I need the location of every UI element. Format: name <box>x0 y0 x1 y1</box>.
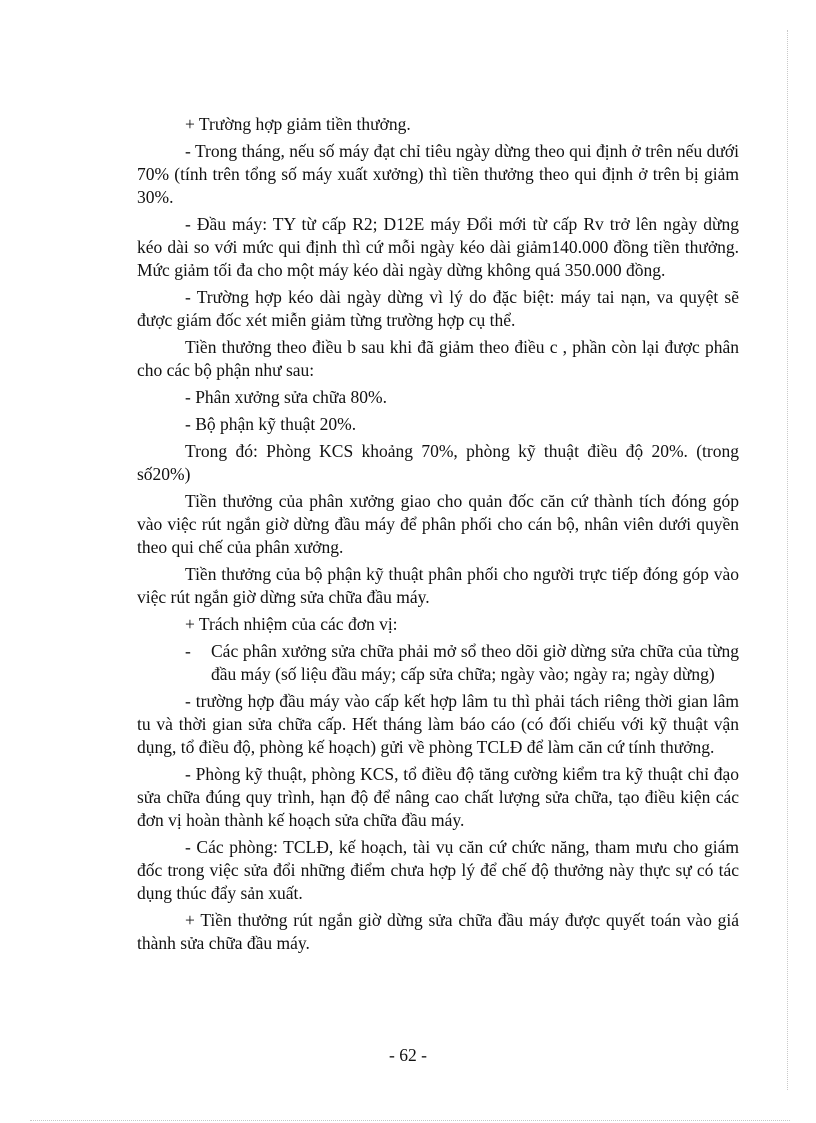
heading-reduction-cases: + Trường hợp giảm tiền thưởng. <box>185 114 411 134</box>
heading-responsibilities: + Trách nhiệm của các đơn vị: <box>185 614 398 634</box>
page-border-bottom <box>30 1120 790 1121</box>
page-number: - 62 - <box>389 1045 427 1065</box>
paragraph-locomotive-reduction: - Đầu máy: TY từ cấp R2; D12E máy Đổi mới từ cấp Rv trở lên ngày dừng kéo dài so với mức qui định thì cứ mỗi ngày kéo dài giảm140.000 đồng tiền thưởng. Mức giảm tối đa cho một máy kéo dài ngày dừng không quá 350.000 đồng. <box>137 214 739 280</box>
paragraph-monthly-reduction: - Trong tháng, nếu số máy đạt chỉ tiêu ngày dừng theo qui định ở trên nếu dưới 70% (tính trên tổng số máy xuất xưởng) thì tiền thưởng theo qui định ở trên bị giảm 30%. <box>137 141 739 207</box>
page-border-right <box>787 30 788 1090</box>
paragraph-workshop-bonus: Tiền thưởng của phân xưởng giao cho quản đốc căn cứ thành tích đóng góp vào việc rút ngắn giờ dừng đầu máy để phân phối cho cán bộ, nhân viên dưới quyền theo qui chế của phân xưởng. <box>137 491 739 557</box>
paragraph-settlement: + Tiền thưởng rút ngắn giờ dừng sửa chữa đầu máy được quyết toán vào giá thành sửa chữa đầu máy. <box>137 910 739 953</box>
item-workshop-share: - Phân xưởng sửa chữa 80%. <box>185 387 387 407</box>
list-item-text: Các phân xưởng sửa chữa phải mở sổ theo dõi giờ dừng sửa chữa của từng đầu máy (số liệu đầu máy; cấp sửa chữa; ngày vào; ngày ra; ngày dừng) <box>211 641 739 684</box>
paragraph-technical-bonus: Tiền thưởng của bộ phận kỹ thuật phân phối cho người trực tiếp đóng góp vào việc rút ngắn giờ dừng sửa chữa đầu máy. <box>137 564 739 607</box>
paragraph-bonus-distribution: Tiền thưởng theo điều b sau khi đã giảm theo điều c , phần còn lại được phân cho các bộ phận như sau: <box>137 337 739 380</box>
paragraph-kcs-share: Trong đó: Phòng KCS khoảng 70%, phòng kỹ thuật điều độ 20%. (trong số20%) <box>137 441 739 484</box>
paragraph-repair-time-report: - trường hợp đầu máy vào cấp kết hợp lâm tu thì phải tách riêng thời gian lâm tu và thời gian sửa chữa cấp. Hết tháng làm báo cáo (có đối chiếu với kỹ thuật vận dụng, tổ điều độ, phòng kế hoạch) gửi về phòng TCLĐ để làm căn cứ tính thưởng. <box>137 691 739 757</box>
document-body <box>137 113 739 959</box>
list-item-workshop-logbook <box>137 640 739 686</box>
paragraph-departments-advise: - Các phòng: TCLĐ, kế hoạch, tài vụ căn cứ chức năng, tham mưu cho giám đốc trong việc sửa đổi những điểm chưa hợp lý để chế độ thưởng này thực sự có tác dụng thúc đẩy sản xuất. <box>137 837 739 903</box>
paragraph-special-cases: - Trường hợp kéo dài ngày dừng vì lý do đặc biệt: máy tai nạn, va quyệt sẽ được giám đốc xét miễn giảm từng trường hợp cụ thể. <box>137 287 739 330</box>
item-technical-share: - Bộ phận kỹ thuật 20%. <box>185 414 357 434</box>
list-dash: - <box>185 641 191 661</box>
paragraph-quality-control: - Phòng kỹ thuật, phòng KCS, tổ điều độ tăng cường kiểm tra kỹ thuật chỉ đạo sửa chữa đúng quy trình, hạn độ để nâng cao chất lượng sửa chữa, tạo điều kiện các đơn vị hoàn thành kế hoạch sửa chữa đầu máy. <box>137 764 739 830</box>
